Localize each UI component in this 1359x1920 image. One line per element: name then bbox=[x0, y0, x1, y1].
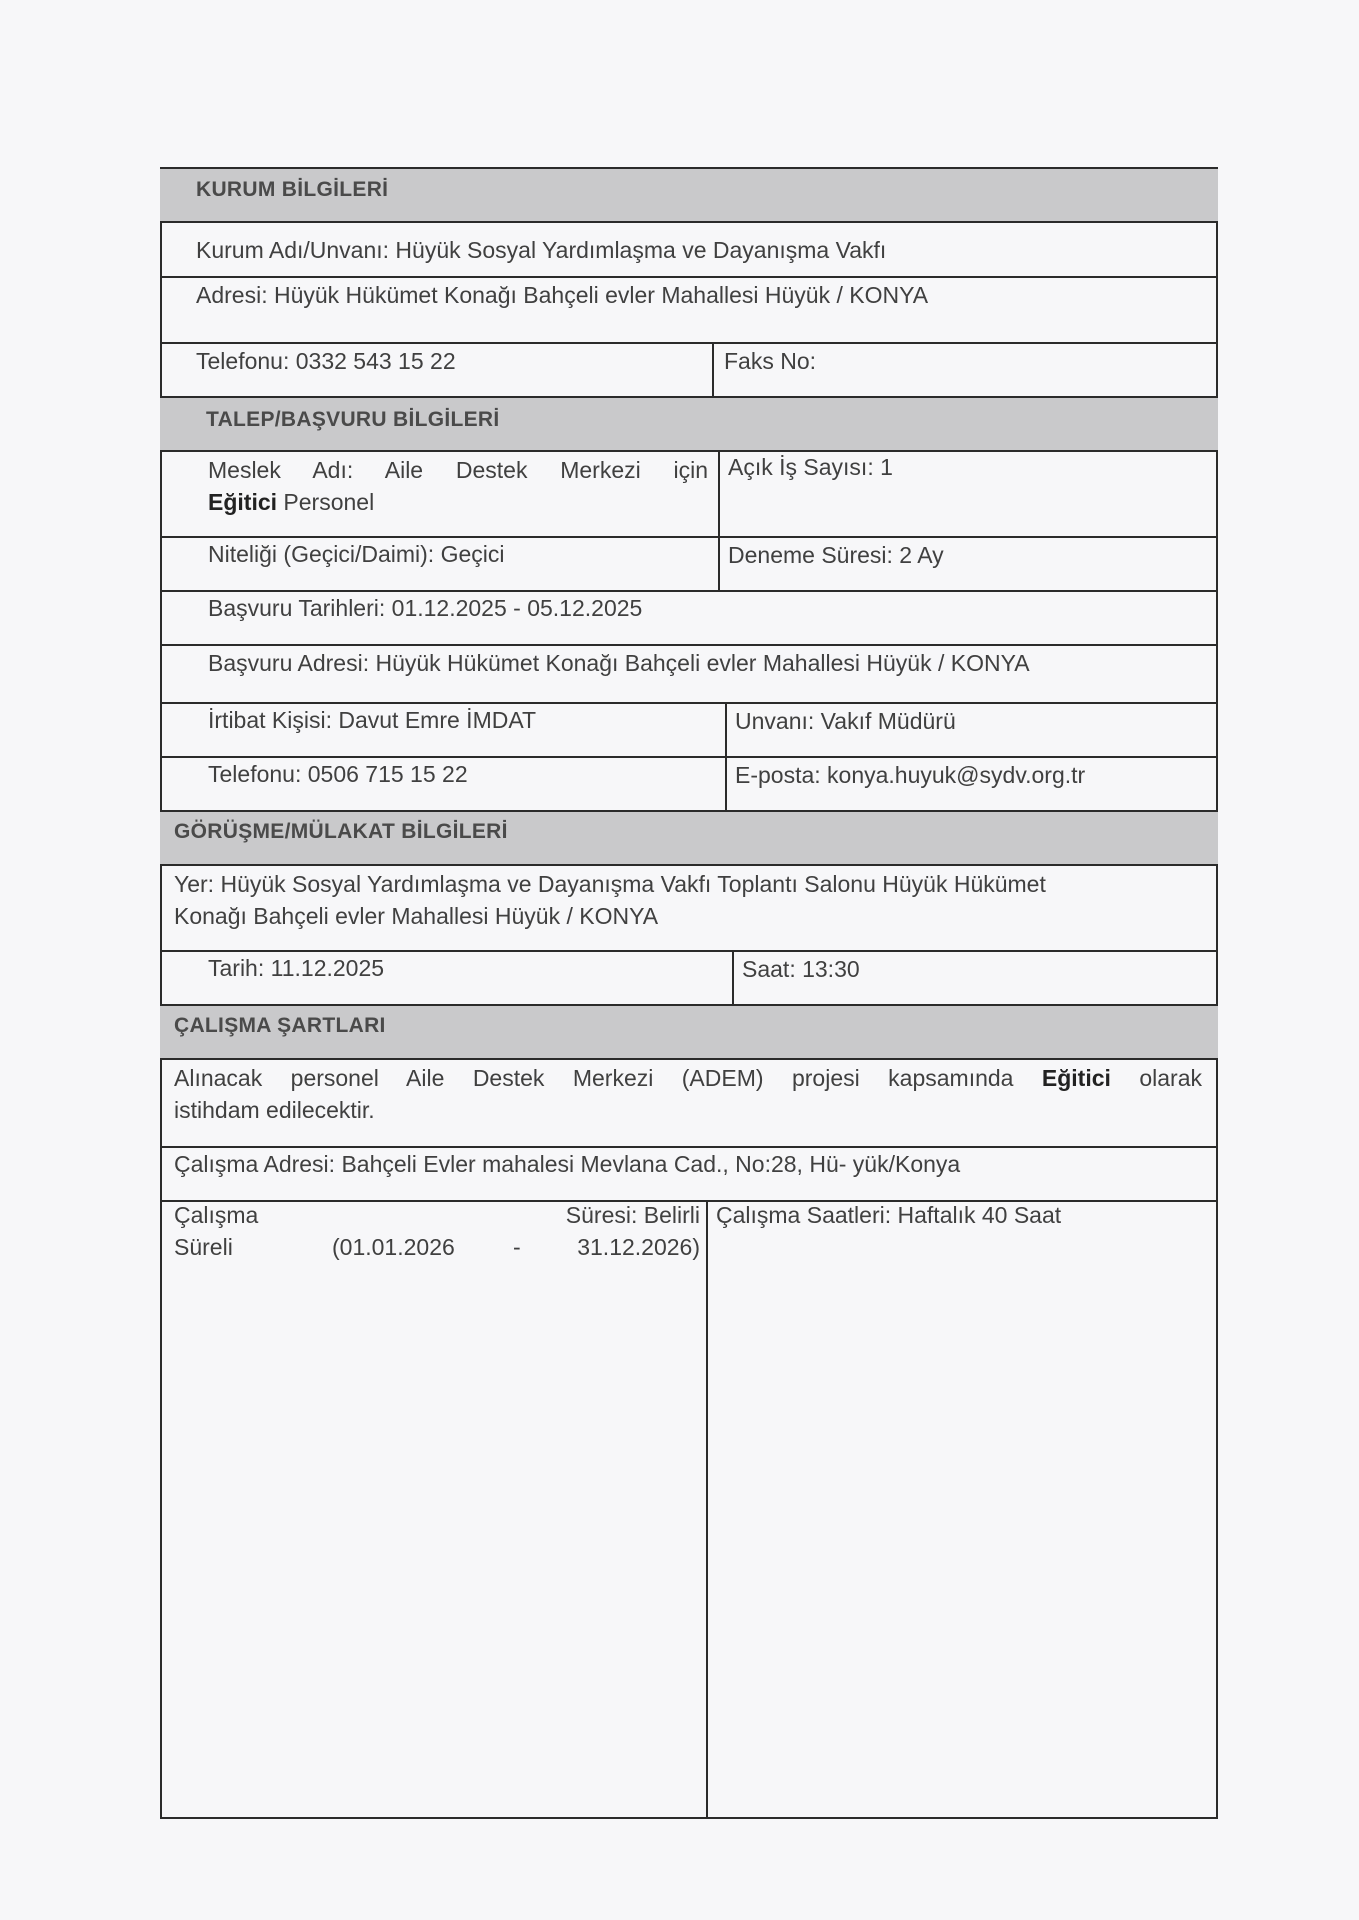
gorusme-saat: Saat: 13:30 bbox=[742, 956, 860, 982]
sure-w3: Süreli bbox=[174, 1234, 233, 1260]
kurum-faks: Faks No: bbox=[724, 348, 817, 374]
kurum-adi: Kurum Adı/Unvanı: Hüyük Sosyal Yardımlaşma ve Dayanışma Vakfı bbox=[196, 237, 887, 263]
row-kurum-adi bbox=[160, 221, 1218, 278]
row-basvuru-adresi bbox=[160, 644, 1218, 704]
personel-bold: Eğitici bbox=[1041, 1065, 1111, 1091]
row-personel bbox=[160, 1058, 1218, 1148]
row-calisma-suresi bbox=[160, 1200, 1218, 1819]
kurum-adres: Adresi: Hüyük Hükümet Konağı Bahçeli evler Mahallesi Hüyük / KONYA bbox=[196, 282, 929, 308]
gorusme-tarih: Tarih: 11.12.2025 bbox=[208, 955, 385, 981]
row-irtibat bbox=[160, 702, 1218, 758]
basvuru-tarihleri: Başvuru Tarihleri: 01.12.2025 - 05.12.2025 bbox=[208, 595, 643, 621]
acik-is-sayisi: Açık İş Sayısı: 1 bbox=[728, 454, 893, 480]
row-kurum-adres bbox=[160, 276, 1218, 344]
deneme-suresi: Deneme Süresi: 2 Ay bbox=[728, 542, 944, 568]
sure-w4: (01.01.2026 bbox=[332, 1234, 455, 1260]
row-niteligi bbox=[160, 536, 1218, 592]
eposta: E-posta: konya.huyuk@sydv.org.tr bbox=[735, 762, 1086, 788]
section-header-gorusme bbox=[160, 810, 1218, 866]
unvan: Unvanı: Vakıf Müdürü bbox=[735, 708, 956, 734]
basvuru-adresi: Başvuru Adresi: Hüyük Hükümet Konağı Bahçeli evler Mahallesi Hüyük / KONYA bbox=[208, 650, 1030, 676]
sure-w5: - bbox=[513, 1234, 521, 1260]
calisma-adresi: Çalışma Adresi: Bahçeli Evler mahalesi Mevlana Cad., No:28, Hü- yük/Konya bbox=[174, 1151, 961, 1177]
gorusme-yer-line2: Konağı Bahçeli evler Mahallesi Hüyük / KONYA bbox=[174, 903, 659, 929]
kurum-telefon: Telefonu: 0332 543 15 22 bbox=[196, 348, 456, 374]
sure-w2: Süresi: Belirli bbox=[565, 1202, 700, 1228]
meslek-rest: Personel bbox=[277, 489, 375, 515]
row-calisma-adresi bbox=[160, 1146, 1218, 1202]
meslek-adi bbox=[208, 454, 708, 518]
meslek-line1: Meslek Adı: Aile Destek Merkezi için bbox=[208, 457, 708, 483]
gorusme-yer-line1: Yer: Hüyük Sosyal Yardımlaşma ve Dayanışma Vakfı Toplantı Salonu Hüyük Hükümet bbox=[174, 871, 1046, 897]
section-title: ÇALIŞMA ŞARTLARI bbox=[174, 1014, 386, 1037]
personel-pre: Alınacak personel Aile Destek Merkezi (ADEM) projesi kapsamında bbox=[174, 1065, 1042, 1091]
section-header-talep bbox=[160, 396, 1218, 452]
calisma-saatleri-cell bbox=[706, 1200, 1218, 1819]
personel-aciklama bbox=[174, 1062, 1202, 1126]
talep-telefon: Telefonu: 0506 715 15 22 bbox=[208, 761, 468, 787]
section-title: KURUM BİLGİLERİ bbox=[196, 178, 389, 201]
gorusme-yer bbox=[174, 868, 1046, 932]
row-talep-telefon bbox=[160, 756, 1218, 812]
niteligi: Niteliği (Geçici/Daimi): Geçici bbox=[208, 541, 505, 567]
section-header-kurum bbox=[160, 167, 1218, 223]
irtibat-kisisi: İrtibat Kişisi: Davut Emre İMDAT bbox=[208, 707, 537, 733]
sure-w6: 31.12.2026) bbox=[577, 1234, 700, 1260]
row-basvuru-tarihleri bbox=[160, 590, 1218, 646]
sure-w1: Çalışma bbox=[174, 1202, 259, 1228]
personel-line2: istihdam edilecektir. bbox=[174, 1097, 375, 1123]
row-kurum-telefon bbox=[160, 342, 1218, 398]
section-title: TALEP/BAŞVURU BİLGİLERİ bbox=[206, 408, 500, 431]
row-tarih-saat bbox=[160, 950, 1218, 1006]
calisma-suresi-cell bbox=[160, 1200, 706, 1819]
meslek-bold: Eğitici bbox=[208, 489, 278, 515]
calisma-saatleri: Çalışma Saatleri: Haftalık 40 Saat bbox=[716, 1202, 1062, 1228]
personel-post: olarak bbox=[1110, 1065, 1202, 1091]
section-header-calisma bbox=[160, 1004, 1218, 1060]
row-gorusme-yer bbox=[160, 864, 1218, 952]
section-title: GÖRÜŞME/MÜLAKAT BİLGİLERİ bbox=[174, 820, 508, 843]
row-meslek bbox=[160, 450, 1218, 538]
